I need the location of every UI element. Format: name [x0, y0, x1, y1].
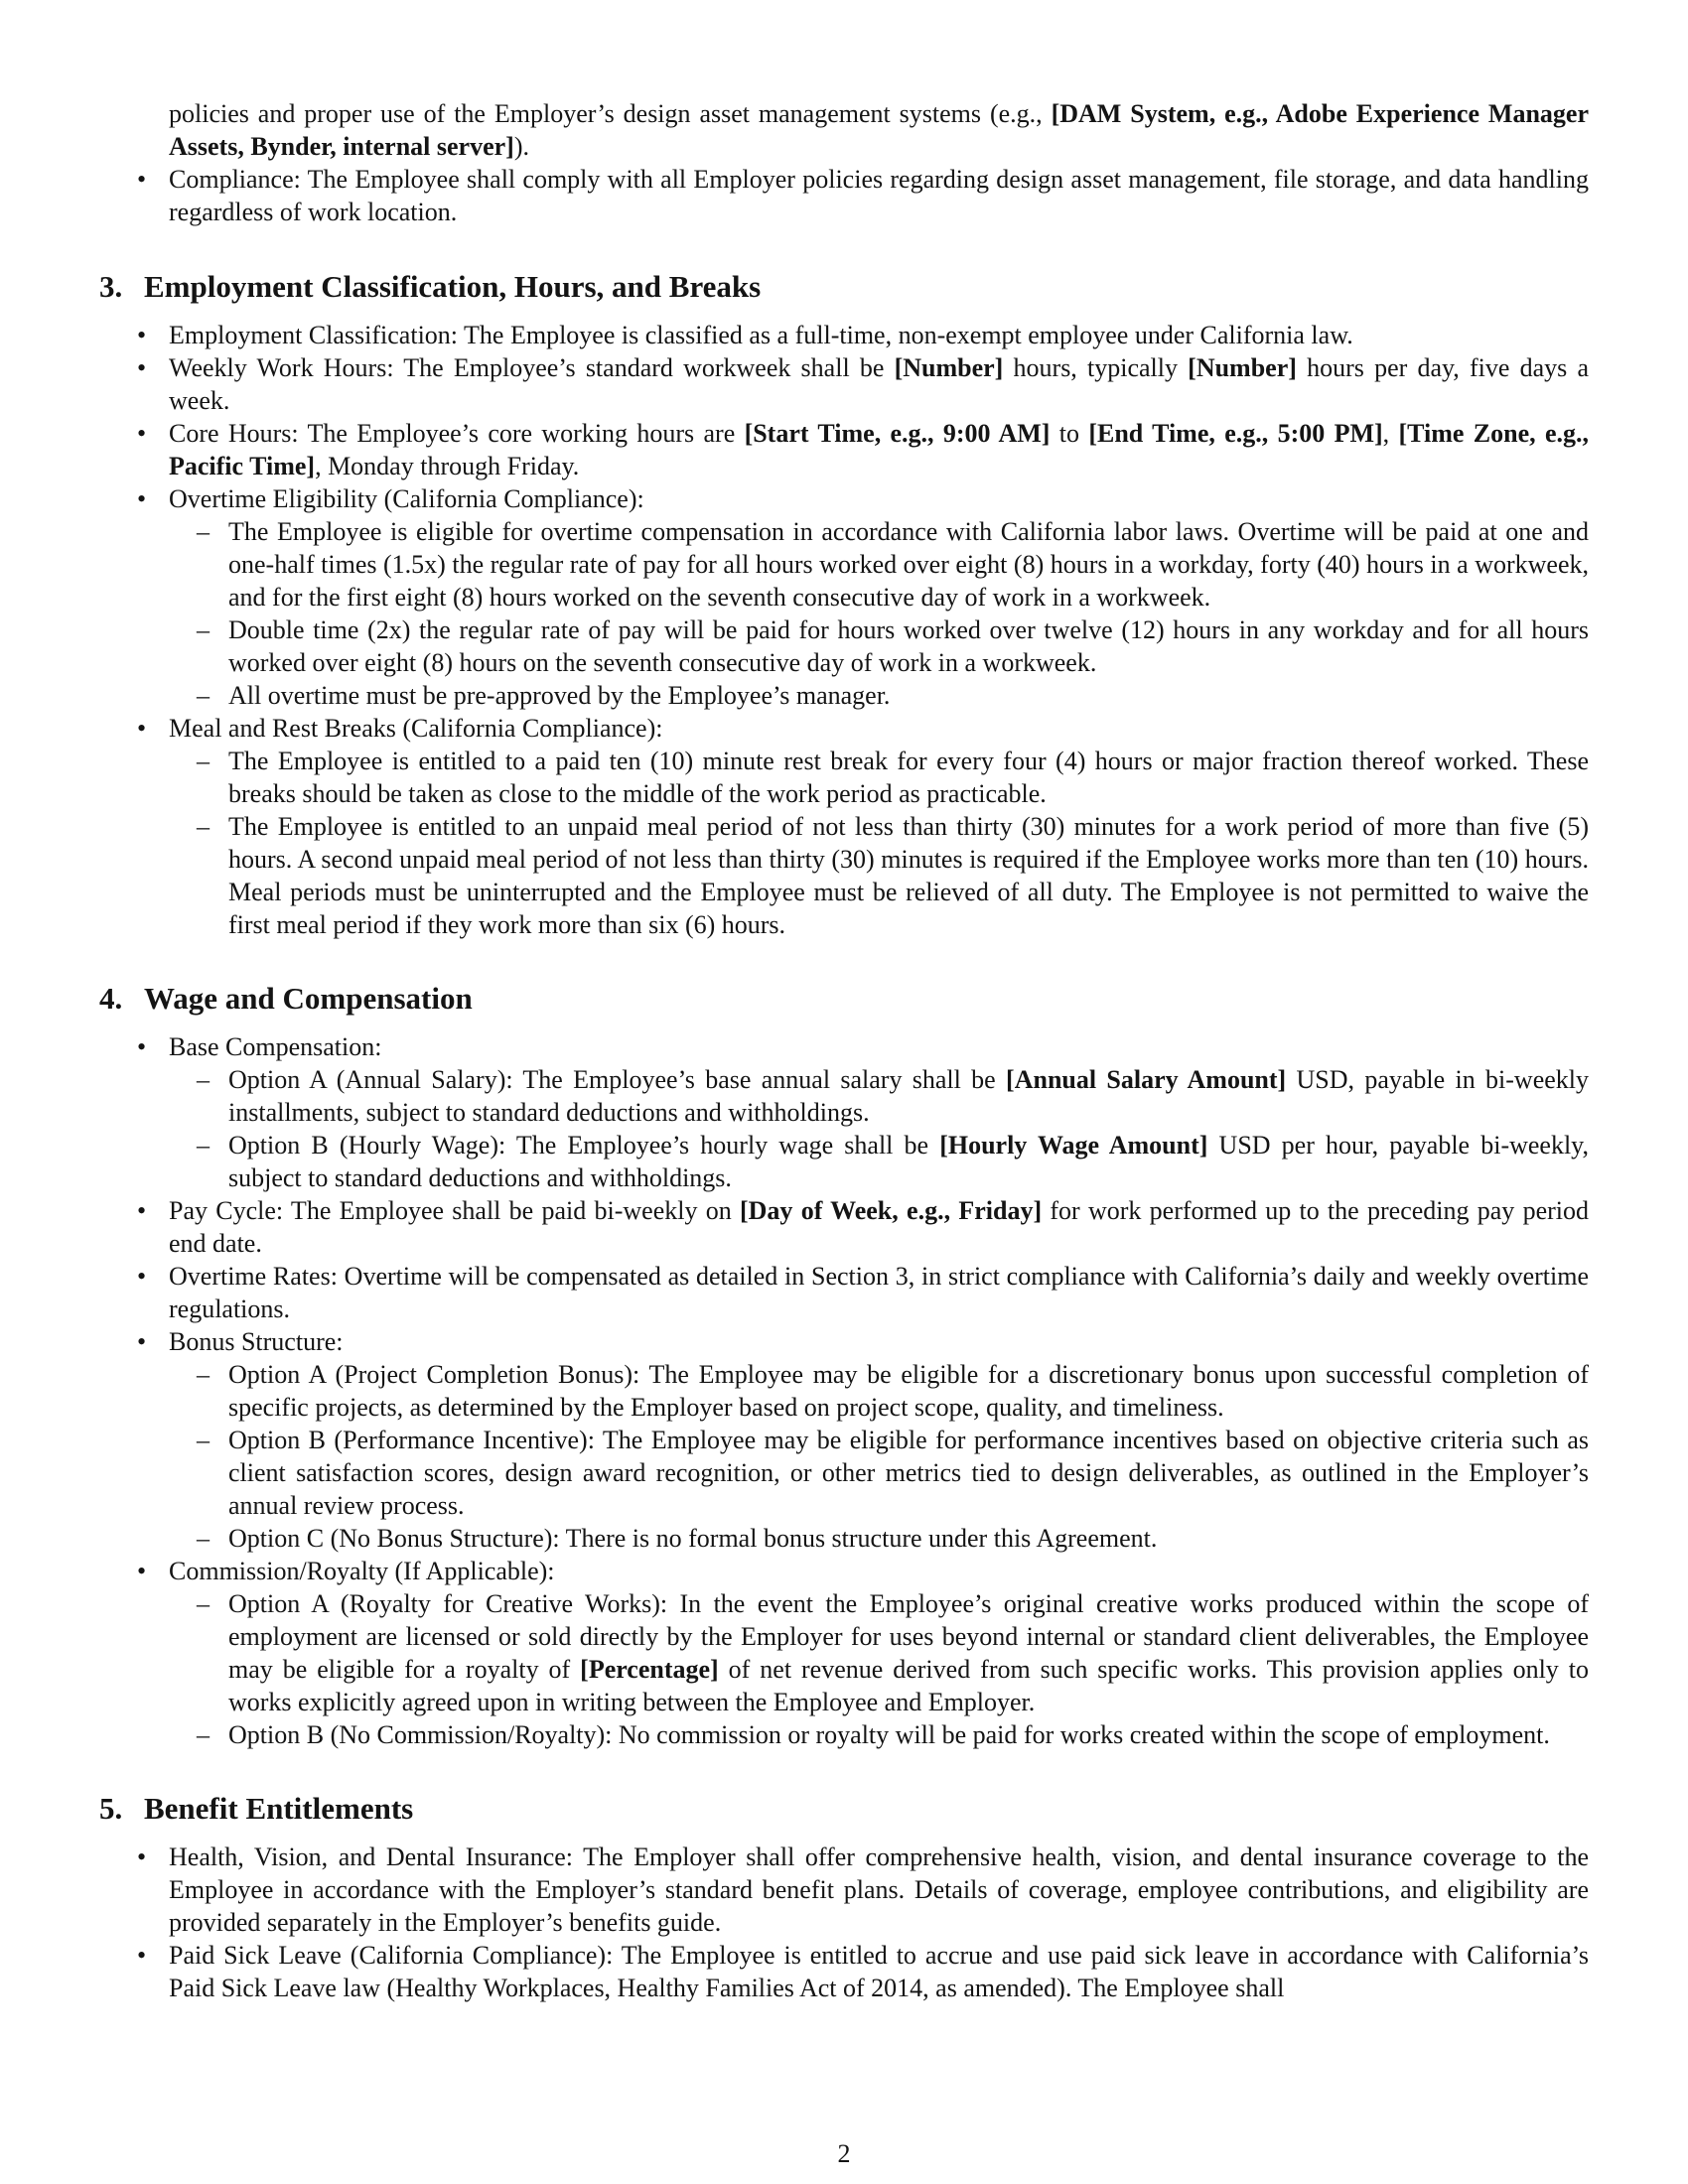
placeholder-hourly-wage: [Hourly Wage Amount] — [939, 1131, 1208, 1160]
placeholder-number: [Number] — [894, 353, 1004, 382]
sublist-item: – Option B (Performance Incentive): The Employee may be eligible for performance incentives based on objective criteria such as client satisfaction scores, design award recognition, or other metrics tied to design deliverables, as outlined in the Employer’s annual review process. — [169, 1424, 1589, 1522]
placeholder-day-of-week: [Day of Week, e.g., Friday] — [740, 1196, 1043, 1225]
carryover-paragraph: policies and proper use of the Employer’s design asset management systems (e.g., [DAM System, e.g., Adobe Experience Manager Assets, Bynder, internal server]). — [169, 99, 1589, 161]
placeholder-percentage: [Percentage] — [580, 1655, 719, 1684]
sublist-item-royalty: – Option A (Royalty for Creative Works): In the event the Employee’s original creative works produced within the scope of employment are licensed or sold directly by the Employer for uses beyond internal or standard client deliverables, the Employee may be eligible for a royalty of [Percentage] of net revenue derived from such specific works. This provision applies only to works explicitly agreed upon in writing between the Employee and Employer. — [169, 1587, 1589, 1718]
list-item-classification: • Employment Classification: The Employee is classified as a full-time, non-exempt employee under California law. — [99, 319, 1589, 351]
placeholder-time-zone: [Time Zone, e.g., Pacific Time] — [169, 419, 1589, 480]
sublist-item: – The Employee is entitled to an unpaid meal period of not less than thirty (30) minutes for a work period of more than five (5) hours. A second unpaid meal period of not less than thirty (30) minutes is required if the Employee works more than ten (10) hours. Meal periods must be uninterrupted and the Employee must be relieved of all duty. The Employee is not permitted to waive the first meal period if they work more than six (6) hours. — [169, 810, 1589, 941]
sublist-item: – All overtime must be pre-approved by the Employee’s manager. — [169, 679, 1589, 712]
bonus-sublist — [169, 1358, 1589, 1555]
placeholder-start-time: [Start Time, e.g., 9:00 AM] — [744, 419, 1051, 448]
list-item-meal-rest-breaks: • Meal and Rest Breaks (California Compliance): – The Employee is entitled to a paid ten (10) minute rest break for every four (4) hours or major fraction thereof worked. These breaks should be taken as close to the middle of the work period as practicable. – The Employee is entitled to an unpaid meal period of not less than thirty (30) minutes for a work period of more than five (5) hours. A second unpaid meal period of not less than thirty (30) minutes is required if the Employee works more than ten (10) hours. Meal periods must be uninterrupted and the Employee must be relieved of all duty. The Employee is not permitted to waive the first meal period if they work more than six (6) hours. — [99, 712, 1589, 941]
section-2-tail-list — [99, 163, 1589, 228]
section-4-heading: 4. Wage and Compensation — [99, 981, 473, 1016]
list-item-overtime-rates: • Overtime Rates: Overtime will be compensated as detailed in Section 3, in strict compliance with California’s daily and weekly overtime regulations. — [99, 1260, 1589, 1325]
list-item-insurance: • Health, Vision, and Dental Insurance: The Employer shall offer comprehensive health, vision, and dental insurance coverage to the Employee in accordance with the Employer’s standard benefit plans. Details of coverage, employee contributions, and eligibility are provided separately in the Employer’s benefits guide. — [99, 1841, 1589, 1939]
placeholder-annual-salary: [Annual Salary Amount] — [1006, 1065, 1287, 1094]
placeholder-dam-system: [DAM System, e.g., Adobe Experience Manager Assets, Bynder, internal server] — [169, 99, 1589, 161]
breaks-sublist — [169, 745, 1589, 941]
sublist-item-annual-salary: – Option A (Annual Salary): The Employee’s base annual salary shall be [Annual Salary Amount] USD, payable in bi-weekly installments, subject to standard deductions and withholdings. — [169, 1063, 1589, 1129]
sublist-item: – The Employee is entitled to a paid ten (10) minute rest break for every four (4) hours or major fraction thereof worked. These breaks should be taken as close to the middle of the work period as practicable. — [169, 745, 1589, 810]
list-item-sick-leave: • Paid Sick Leave (California Compliance): The Employee is entitled to accrue and use paid sick leave in accordance with California’s Paid Sick Leave law (Healthy Workplaces, Healthy Families Act of 2014, as amended). The Employee shall — [99, 1939, 1589, 2004]
list-item-commission-royalty: • Commission/Royalty (If Applicable): – Option A (Royalty for Creative Works): In the event the Employee’s original creative works produced within the scope of employment are licensed or sold directly by the Employer for uses beyond internal or standard client deliverables, the Employee may be eligible for a royalty of [Percentage] of net revenue derived from such specific works. This provision applies only to works explicitly agreed upon in writing between the Employee and Employer. – Option B (No Commission/Royalty): No commission or royalty will be paid for works created within the scope of employment. — [99, 1555, 1589, 1751]
section-3-heading: 3. Employment Classification, Hours, and Breaks — [99, 269, 762, 304]
sublist-item-hourly-wage: – Option B (Hourly Wage): The Employee’s hourly wage shall be [Hourly Wage Amount] USD per hour, payable bi-weekly, subject to standard deductions and withholdings. — [169, 1129, 1589, 1194]
list-item-overtime-eligibility: • Overtime Eligibility (California Compliance): – The Employee is eligible for overtime compensation in accordance with California labor laws. Overtime will be paid at one and one-half times (1.5x) the regular rate of pay for all hours worked over eight (8) hours in a workday, forty (40) hours in a workweek, and for the first eight (8) hours worked on the seventh consecutive day of work in a workweek. – Double time (2x) the regular rate of pay will be paid for hours worked over twelve (12) hours in any workday and for all hours worked over eight (8) hours on the seventh consecutive day of work in a workweek. – All overtime must be pre-approved by the Employee’s manager. — [99, 482, 1589, 712]
sublist-item: – The Employee is eligible for overtime compensation in accordance with California labor laws. Overtime will be paid at one and one-half times (1.5x) the regular rate of pay for all hours worked over eight (8) hours in a workday, forty (40) hours in a workweek, and for the first eight (8) hours worked on the seventh consecutive day of work in a workweek. — [169, 515, 1589, 614]
commission-sublist — [169, 1587, 1589, 1751]
section-5-heading: 5. Benefit Entitlements — [99, 1791, 414, 1826]
list-item-core-hours: • Core Hours: The Employee’s core working hours are [Start Time, e.g., 9:00 AM] to [End Time, e.g., 5:00 PM], [Time Zone, e.g., Pacific Time], Monday through Friday. — [99, 417, 1589, 482]
list-item-pay-cycle: • Pay Cycle: The Employee shall be paid bi-weekly on [Day of Week, e.g., Friday] for work performed up to the preceding pay period end date. — [99, 1194, 1589, 1260]
base-compensation-sublist — [169, 1063, 1589, 1194]
list-item-compliance: • Compliance: The Employee shall comply with all Employer policies regarding design asset management, file storage, and data handling regardless of work location. — [99, 163, 1589, 228]
sublist-item-no-royalty: – Option B (No Commission/Royalty): No commission or royalty will be paid for works created within the scope of employment. — [169, 1718, 1589, 1751]
list-item-weekly-hours: • Weekly Work Hours: The Employee’s standard workweek shall be [Number] hours, typically [Number] hours per day, five days a week. — [99, 351, 1589, 417]
sublist-item: – Double time (2x) the regular rate of pay will be paid for hours worked over twelve (12) hours in any workday and for all hours worked over eight (8) hours on the seventh consecutive day of work in a workweek. — [169, 614, 1589, 679]
placeholder-end-time: [End Time, e.g., 5:00 PM] — [1088, 419, 1383, 448]
placeholder-number: [Number] — [1188, 353, 1297, 382]
sublist-item: – Option A (Project Completion Bonus): The Employee may be eligible for a discretionary bonus upon successful completion of specific projects, as determined by the Employer based on project scope, quality, and timeliness. — [169, 1358, 1589, 1424]
list-item-base-compensation: • Base Compensation: – Option A (Annual Salary): The Employee’s base annual salary shall be [Annual Salary Amount] USD, payable in bi-weekly installments, subject to standard deductions and withholdings. – Option B (Hourly Wage): The Employee’s hourly wage shall be [Hourly Wage Amount] USD per hour, payable bi-weekly, subject to standard deductions and withholdings. — [99, 1030, 1589, 1194]
section-3-list — [99, 319, 1589, 941]
list-item-bonus-structure: • Bonus Structure: – Option A (Project Completion Bonus): The Employee may be eligible for a discretionary bonus upon successful completion of specific projects, as determined by the Employer based on project scope, quality, and timeliness. – Option B (Performance Incentive): The Employee may be eligible for performance incentives based on objective criteria such as client satisfaction scores, design award recognition, or other metrics tied to design deliverables, as outlined in the Employer’s annual review process. – Option C (No Bonus Structure): There is no formal bonus structure under this Agreement. — [99, 1325, 1589, 1555]
sublist-item: – Option C (No Bonus Structure): There is no formal bonus structure under this Agreement. — [169, 1522, 1589, 1555]
document-page — [99, 97, 1589, 2004]
section-5-list — [99, 1841, 1589, 2004]
overtime-sublist — [169, 515, 1589, 712]
section-4-list — [99, 1030, 1589, 1751]
page-number: 2 — [837, 2139, 851, 2168]
